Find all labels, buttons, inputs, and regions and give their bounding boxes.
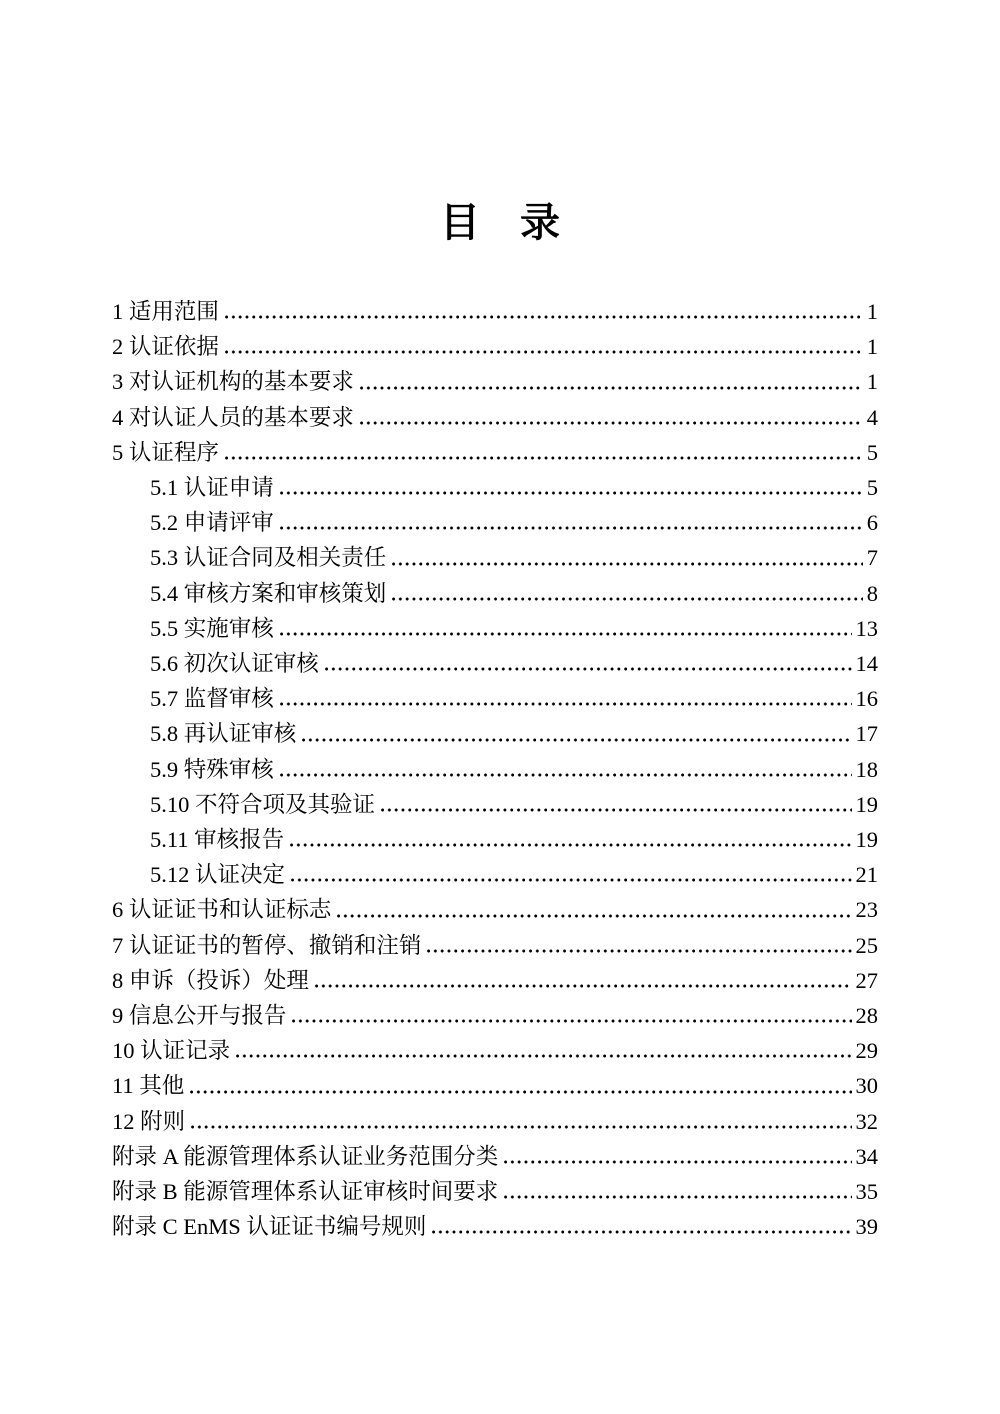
toc-entry: [112, 470, 878, 505]
page-title: 目 录: [440, 200, 560, 245]
toc-entry-page: 28: [855, 1003, 878, 1029]
toc-entry-page: 30: [855, 1073, 878, 1099]
toc-entry: [112, 576, 878, 611]
toc-entry: [112, 646, 878, 681]
toc-entry-label: 5.12 认证决定: [150, 862, 286, 888]
toc-entry-page: 17: [855, 721, 878, 747]
toc-entry-label: 5.10 不符合项及其验证: [150, 791, 376, 817]
toc-entry: [112, 1139, 878, 1174]
dot-leader: [302, 738, 851, 742]
dot-leader: [325, 667, 852, 671]
dot-leader: [291, 878, 851, 882]
toc-entry-label: 1 适用范围: [112, 299, 219, 324]
dot-leader: [392, 597, 862, 601]
toc-entry: [112, 611, 878, 646]
toc-entry-page: 5: [866, 475, 878, 501]
dot-leader: [225, 456, 863, 460]
toc-entry-label: 5.3 认证合同及相关责任: [150, 545, 387, 571]
dot-leader: [236, 1054, 851, 1058]
toc-entry-label: 5 认证程序: [112, 439, 219, 465]
toc-entry-label: 5.4 审核方案和审核策划: [150, 580, 387, 606]
toc-entry-label: 12 附则: [112, 1108, 186, 1134]
toc-entry: [112, 1104, 878, 1139]
toc-entry: [112, 1174, 878, 1209]
toc-entry-page: 29: [855, 1038, 878, 1064]
toc-entry: [112, 364, 878, 399]
toc-entry-label: 6 认证证书和认证标志: [112, 897, 332, 923]
toc-entry: [112, 998, 878, 1033]
toc-entry-label: 5.8 再认证审核: [150, 721, 297, 747]
toc-entry: [112, 540, 878, 575]
toc-entry-label: 8 申诉（投诉）处理: [112, 967, 309, 993]
toc-entry: [112, 963, 878, 998]
toc-entry-page: 35: [855, 1179, 878, 1205]
dot-leader: [280, 632, 852, 636]
dot-leader: [280, 526, 863, 530]
toc-entry: [112, 928, 878, 963]
dot-leader: [315, 984, 852, 988]
toc-entry-label: 10 认证记录: [112, 1038, 231, 1064]
toc-entry-page: 32: [855, 1108, 878, 1134]
toc-list: [112, 294, 878, 1244]
toc-entry-page: 21: [855, 862, 878, 888]
dot-leader: [290, 843, 851, 847]
toc-entry: [112, 1209, 878, 1244]
toc-entry-label: 3 对认证机构的基本要求: [112, 369, 354, 395]
toc-entry-label: 附录 A 能源管理体系认证业务范围分类: [112, 1143, 499, 1169]
toc-entry: [112, 400, 878, 435]
toc-entry-page: 19: [855, 791, 878, 817]
toc-entry-label: 5.7 监督审核: [150, 686, 274, 712]
toc-entry-label: 5.11 审核报告: [150, 827, 285, 853]
dot-leader: [392, 562, 862, 566]
toc-entry-label: 2 认证依据: [112, 334, 219, 360]
toc-entry: [112, 716, 878, 751]
dot-leader: [191, 1125, 851, 1129]
toc-entry-page: 16: [855, 686, 878, 712]
toc-entry-page: 7: [866, 545, 878, 571]
dot-leader: [280, 773, 852, 777]
toc-entry-page: 6: [866, 510, 878, 536]
toc-entry: [112, 681, 878, 716]
toc-entry-label: 5.1 认证申请: [150, 475, 274, 501]
toc-entry-page: 25: [855, 932, 878, 958]
toc-entry-label: 4 对认证人员的基本要求: [112, 404, 354, 430]
toc-entry-page: 27: [855, 967, 878, 993]
toc-entry: [112, 787, 878, 822]
toc-entry-page: 19: [855, 827, 878, 853]
dot-leader: [225, 350, 863, 354]
dot-leader: [427, 949, 851, 953]
toc-entry-label: 5.5 实施审核: [150, 615, 274, 641]
toc-entry-page: 34: [855, 1143, 878, 1169]
toc-entry: [112, 857, 878, 892]
dot-leader: [337, 914, 851, 918]
toc-entry: [112, 1033, 878, 1068]
toc-entry-page: 5: [866, 439, 878, 465]
toc-entry-label: 7 认证证书的暂停、撤销和注销: [112, 932, 422, 958]
toc-entry: [112, 1068, 878, 1103]
toc-entry-page: 1: [866, 299, 878, 324]
dot-leader: [280, 702, 852, 706]
toc-entry: [112, 435, 878, 470]
toc-entry-page: 8: [866, 580, 878, 606]
dot-leader: [504, 1195, 851, 1199]
toc-entry-page: 1: [866, 334, 878, 360]
dot-leader: [360, 421, 863, 425]
dot-leader: [280, 491, 863, 495]
toc-entry-label: 11 其他: [112, 1073, 185, 1099]
toc-entry-label: 附录 B 能源管理体系认证审核时间要求: [112, 1179, 499, 1205]
dot-leader: [190, 1090, 851, 1094]
toc-entry-label: 5.2 申请评审: [150, 510, 274, 536]
dot-leader: [225, 315, 863, 319]
toc-entry-page: 4: [866, 404, 878, 430]
toc-entry-label: 5.6 初次认证审核: [150, 651, 319, 677]
toc-entry-label: 附录 C EnMS 认证证书编号规则: [112, 1214, 427, 1240]
dot-leader: [360, 386, 863, 390]
toc-entry-page: 18: [855, 756, 878, 782]
toc-entry: [112, 505, 878, 540]
toc-entry-label: 9 信息公开与报告: [112, 1003, 287, 1029]
toc-entry-page: 39: [855, 1214, 878, 1240]
toc-entry: [112, 752, 878, 787]
toc-entry: [112, 822, 878, 857]
toc-entry-page: 14: [855, 651, 878, 677]
dot-leader: [292, 1019, 851, 1023]
toc-entry-page: 1: [866, 369, 878, 395]
toc-entry-page: 23: [855, 897, 878, 923]
dot-leader: [381, 808, 851, 812]
toc-entry-page: 13: [855, 615, 878, 641]
dot-leader: [432, 1230, 851, 1234]
toc-entry: [112, 329, 878, 364]
dot-leader: [504, 1160, 851, 1164]
toc-entry: [112, 892, 878, 927]
toc-entry: [112, 294, 878, 329]
toc-entry-label: 5.9 特殊审核: [150, 756, 274, 782]
